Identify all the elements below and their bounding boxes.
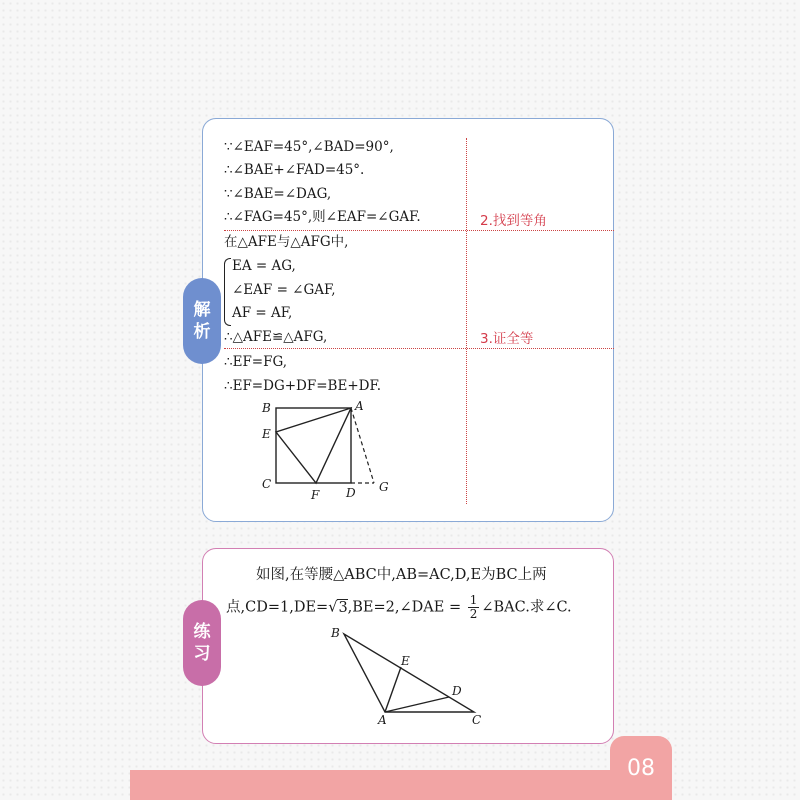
practice-badge-char-2: 习 <box>193 644 211 664</box>
practice-badge <box>183 600 221 686</box>
column-divider <box>466 138 467 504</box>
label-g: G <box>379 480 389 494</box>
solution-line-4: ∴∠FAG=45°,则∠EAF=∠GAF. <box>224 209 421 225</box>
segment-ag <box>351 408 374 483</box>
solution-line-2: ∴∠BAE+∠FAD=45°. <box>224 162 365 178</box>
label-d: D <box>346 486 356 500</box>
solution-line-5: 在△AFE与△AFG中, <box>224 234 349 250</box>
practice-line-2b: ,BE=2,∠DAE = <box>347 599 466 616</box>
page-number: 08 <box>610 736 672 800</box>
segment-ae <box>385 667 401 712</box>
fraction-denominator: 2 <box>469 607 478 621</box>
solution-line-9: ∴△AFE≌△AFG, <box>224 329 328 345</box>
label-c: C <box>262 477 272 491</box>
analysis-badge <box>183 278 221 364</box>
label-f: F <box>311 488 320 502</box>
fraction-numerator: 1 <box>469 593 478 607</box>
solution-line-3: ∵∠BAE=∠DAG, <box>224 186 332 202</box>
label-b2: B <box>331 626 340 640</box>
label-c2: C <box>472 713 482 727</box>
step-divider-1 <box>224 230 614 231</box>
triangle-abc <box>344 634 474 712</box>
triangle-figure <box>325 620 495 728</box>
analysis-badge-char-2: 析 <box>193 322 211 342</box>
fraction-half <box>468 594 480 621</box>
solution-line-6: EA = AG, <box>232 258 296 274</box>
square-figure <box>250 395 410 505</box>
solution-line-7: ∠EAF = ∠GAF, <box>232 282 336 298</box>
solution-line-1: ∵∠EAF=45°,∠BAD=90°, <box>224 139 394 155</box>
label-a: A <box>355 399 364 413</box>
practice-line-2a: 点,CD=1,DE= <box>226 599 329 616</box>
label-d2: D <box>452 684 462 698</box>
step-note-equal-angles: 2.找到等角 <box>480 213 547 229</box>
footer-band <box>130 770 610 800</box>
practice-badge-char-1: 练 <box>193 622 211 642</box>
solution-line-10: ∴EF=FG, <box>224 354 288 370</box>
step-divider-2 <box>224 348 614 349</box>
practice-line-2: 点,CD=1,DE=√3,BE=2,∠DAE = $\frac{1}{2}$ ∠BAC.求∠C. <box>226 593 572 621</box>
system-brace <box>224 258 231 326</box>
sqrt-value: 3 <box>338 599 348 616</box>
solution-line-11: ∴EF=DG+DF=BE+DF. <box>224 378 382 394</box>
step-note-congruence: 3.证全等 <box>480 331 534 347</box>
label-b: B <box>262 401 271 415</box>
solution-line-8: AF = AF, <box>232 305 293 321</box>
practice-line-1: 如图,在等腰△ABC中,AB=AC,D,E为BC上两 <box>256 567 547 583</box>
label-e2: E <box>401 654 410 668</box>
label-e: E <box>262 427 271 441</box>
segment-ad <box>385 697 449 712</box>
triangle-aef <box>276 408 351 483</box>
practice-line-2c: ∠BAC.求∠C. <box>481 599 572 616</box>
analysis-badge-char-1: 解 <box>193 300 211 320</box>
label-a2: A <box>378 713 387 727</box>
